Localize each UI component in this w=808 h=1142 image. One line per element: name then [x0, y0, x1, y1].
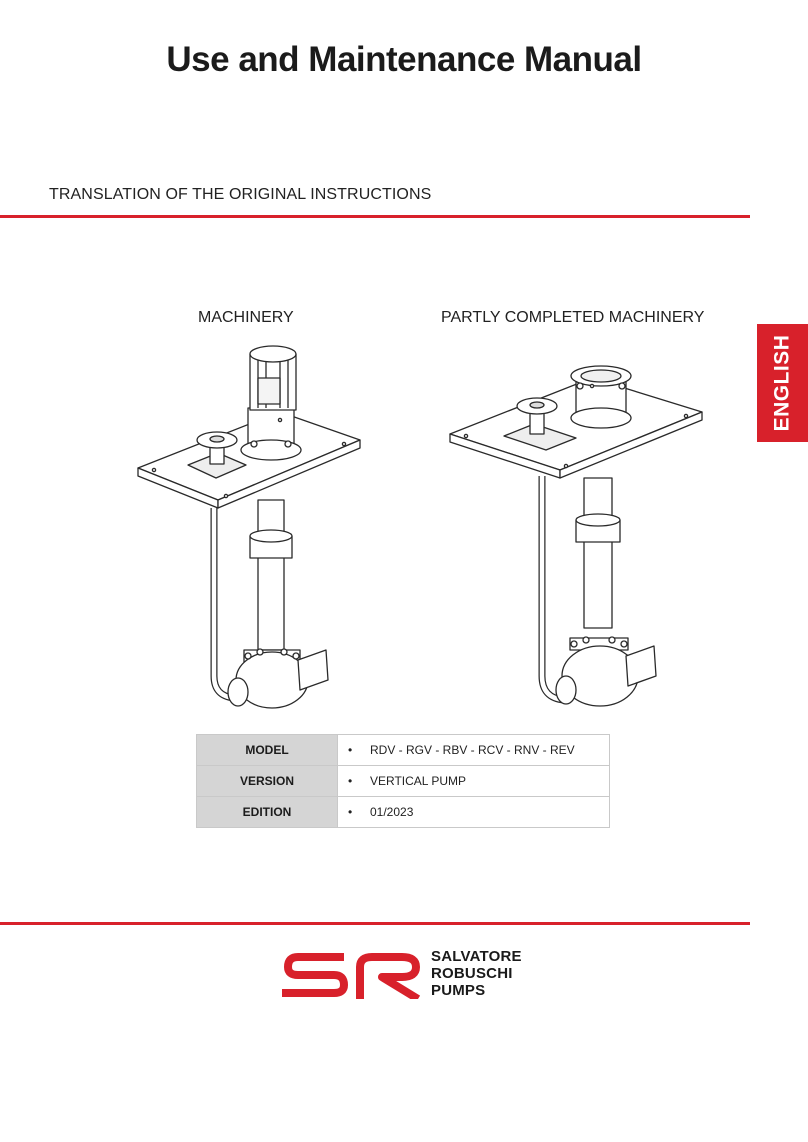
brand-name [431, 948, 522, 999]
version-label: VERSION [197, 766, 338, 797]
sr-logo-icon [282, 949, 424, 999]
version-value: VERTICAL PUMP [370, 774, 467, 788]
document-title: Use and Maintenance Manual [166, 40, 642, 79]
top-accent-rule [0, 215, 750, 218]
machinery-pump-drawing [130, 340, 370, 725]
specification-table [196, 734, 610, 828]
language-tab [757, 324, 808, 442]
table-row-version [197, 766, 610, 797]
machinery-caption: MACHINERY [198, 309, 294, 326]
brand-line-2: ROBUSCHI [431, 965, 513, 982]
edition-label: EDITION [197, 797, 338, 828]
table-row-edition [197, 797, 610, 828]
bullet-icon: • [348, 774, 353, 788]
document-subtitle: TRANSLATION OF THE ORIGINAL INSTRUCTIONS [49, 186, 432, 203]
table-row-model [197, 735, 610, 766]
bullet-icon: • [348, 805, 353, 819]
model-value: RDV - RGV - RBV - RCV - RNV - REV [370, 743, 575, 757]
model-label: MODEL [197, 735, 338, 766]
partly-completed-caption: PARTLY COMPLETED MACHINERY [441, 309, 705, 326]
brand-line-3: PUMPS [431, 982, 486, 999]
bullet-icon: • [348, 743, 353, 757]
bottom-accent-rule [0, 922, 750, 925]
language-tab-label: ENGLISH [770, 334, 794, 432]
partly-completed-pump-drawing [446, 340, 706, 725]
edition-value: 01/2023 [370, 805, 414, 819]
brand-line-1: SALVATORE [431, 948, 522, 965]
